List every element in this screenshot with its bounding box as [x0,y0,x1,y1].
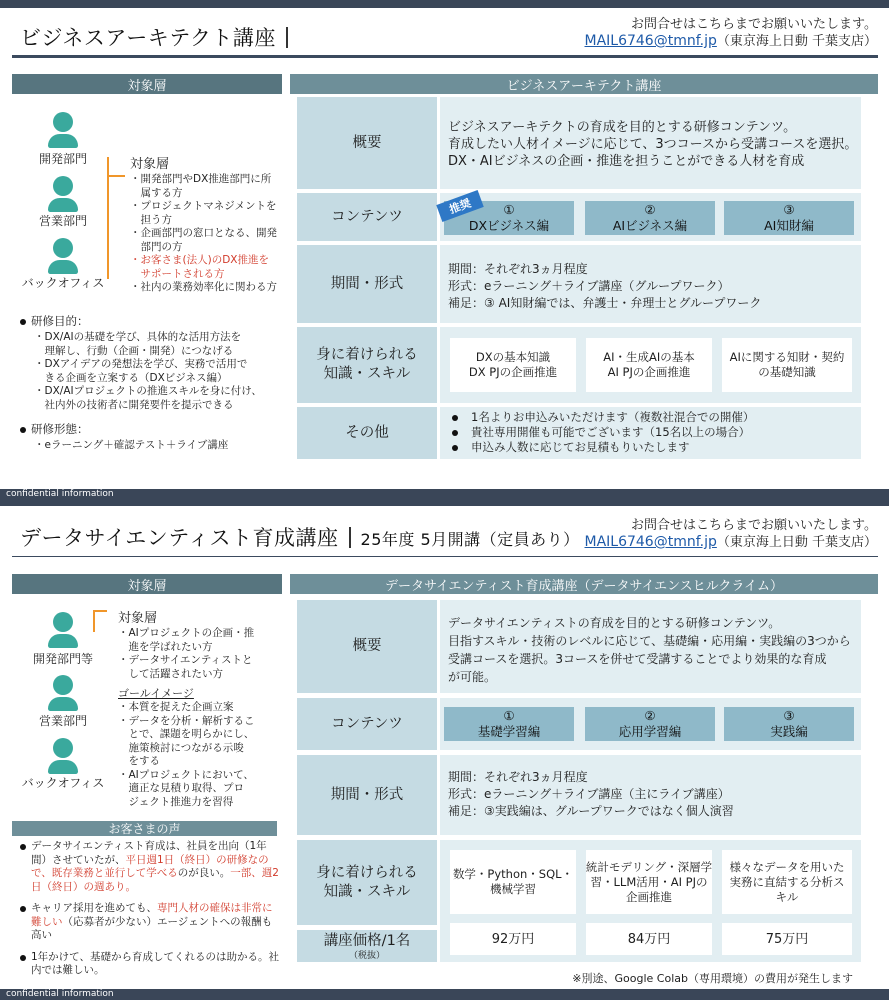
contact-org: （東京海上日動 千葉支店） [716,535,877,550]
left-header: 対象層 [12,74,282,94]
form-title: 研修形態： [31,422,89,436]
voice-fragment: 平日週1日（終日）の研修なので、既存業務と並行して学べる [31,853,269,879]
person-label: バックオフィス [21,776,105,790]
row-label-price [297,930,437,962]
right-header: ビジネスアーキテクト講座 [290,74,878,94]
course-table [297,97,861,459]
voice-fragment: のが良い。 [177,867,231,879]
course-num: ② [644,708,656,723]
period-text [440,755,861,835]
goal-list [118,701,288,809]
target-block [130,156,290,295]
form-list [20,439,285,453]
voice-text [31,951,282,978]
text-line: DX・AIビジネスの企画・推進を担うことができる人材を育成 [448,154,805,169]
voice-fragment: 一部、週2日（終日）の週あり。 [31,867,279,893]
person-icon [38,612,88,648]
course-name: 実践編 [770,724,808,739]
purpose-item: ・DX/AIプロジェクトの推進スキルを身に付け、 社内外の技術者に開発要件を提示できる [34,385,262,411]
course-num: ① [503,708,515,723]
person-label: バックオフィス [21,276,105,290]
row-label-period: 期間・形式 [297,755,437,835]
contact-info [585,16,878,50]
bracket-tick [107,175,125,177]
voice-fragment: 1年かけて、基礎から育成してくれるのは助かる。社内では難しい。 [31,950,279,976]
contents-cell [440,698,861,750]
page-title-2: データサイエンティスト育成講座 25年度 5月開講（定員あり） [20,526,580,550]
left-header-2: 対象層 [12,574,282,594]
row-label-other: その他 [297,407,437,459]
voice-item [20,902,282,943]
overview-text [440,97,861,189]
target-item: ・社内の業務効率化に関わる方 [130,281,277,293]
course-practice[interactable] [724,707,854,741]
skills-cell [440,327,861,403]
voice-fragment: 専門人材の確保は非常に難しい [31,902,273,928]
price-note: ※別途、Google Colab（専用環境）の費用が発生します [572,972,853,985]
purpose-item: ・DXアイデアの発想法を学び、実務で活用で きる企画を立案する（DXビジネス編） [34,358,248,384]
price-value: 84万円 [586,923,712,955]
target-item: ・AIプロジェクトの企画・推 進を学ばれたい方 [118,627,255,653]
bracket-tick [93,610,107,612]
course-num: ① [503,202,515,217]
form-item: ・eラーニング＋確認テスト＋ライブ講座 [34,439,229,451]
page-title: ビジネスアーキテクト講座 [20,22,288,52]
text-line: 形式：eラーニング＋ライブ講座（グループワーク） [448,279,730,293]
target-title: 対象層 [118,611,158,626]
row-label-overview: 概要 [297,600,437,693]
person-icon [38,738,88,774]
course-num: ③ [783,708,795,723]
goal-item: ・AIプロジェクトにおいて、 適正な見積り取得、プロ ジェクト推進力を習得 [118,768,254,808]
contact-info-2 [585,517,878,551]
row-label-period: 期間・形式 [297,245,437,323]
person-label: 営業部門 [38,714,87,728]
contact-line: お問合せはこちらまでお願いいたします。 [631,518,877,533]
person-label: 営業部門 [38,214,87,228]
bracket-line [93,610,95,632]
voice-fragment: キャリア採用を進めても、 [31,902,157,914]
course-name: 基礎学習編 [477,724,541,739]
course-applied[interactable] [585,707,715,741]
row-label-skills: 身に着けられる 知識・スキル [297,327,437,403]
skill-box: DXの基本知識 DX PJの企画推進 [450,338,576,392]
text-line: データサイエンティストの育成を目的とする研修コンテンツ。 [448,616,781,630]
text-line: が可能。 [448,670,497,684]
title-underline [12,55,878,58]
row-label-skills: 身に着けられる 知識・スキル [297,840,437,925]
purpose-list [20,331,285,412]
voice-list [20,840,282,986]
course-name: AIビジネス編 [612,218,688,233]
target-item: ・企画部門の窓口となる、開発 部門の方 [130,227,277,253]
voice-text [31,902,282,943]
text-line: ビジネスアーキテクトの育成を目的とする研修コンテンツ。 [448,120,797,135]
goal-item: ・本質を捉えた企画立案 [118,701,234,713]
text-line: 形式：eラーニング＋ライブ講座（主にライブ講座） [448,787,730,801]
bullet-icon [20,955,26,961]
text-line: 目指すスキル・技術のレベルに応じて、基礎編・応用編・実践編の3つから [448,634,851,648]
email-link[interactable]: MAIL6746@tmnf.jp [584,534,717,550]
row-label-overview: 概要 [297,97,437,189]
voice-item [20,951,282,978]
voice-text [31,840,282,894]
other-item: 1名よりお申込みいただけます（複数社混合での開催） [471,410,755,424]
row-label-contents: コンテンツ [297,193,437,241]
person-label: 開発部門等 [32,652,93,666]
period-text [440,245,861,323]
overview-text [440,600,861,693]
footer: confidential information [0,489,889,500]
skill-box: AIに関する知財・契約 の基礎知識 [722,338,852,392]
target-list [118,627,288,681]
target-list [130,173,290,295]
section-divider [0,500,889,506]
footer-2: confidential information [0,989,889,1000]
text-line: 期間：それぞれ3ヵ月程度 [448,770,588,784]
skill-box: 統計モデリング・深層学 習・LLM活用・AI PJの 企画推進 [586,850,712,914]
course-name: AI知財編 [764,218,814,233]
text-line: 補足：③実践編は、グループワークではなく個人演習 [448,804,734,818]
person-label: 開発部門 [38,152,87,166]
course-basic[interactable] [444,707,574,741]
title-underline-2 [12,556,878,557]
other-item: 貴社専用開催も可能でございます（15名以上の場合） [471,425,751,439]
goal-title: ゴールイメージ [118,687,194,700]
price-value: 75万円 [722,923,852,955]
person-icon [38,176,88,212]
target-item: ・プロジェクトマネジメントを 担う方 [130,200,277,226]
contact-org: （東京海上日動 千葉支店） [716,34,877,49]
person-icon [38,675,88,711]
text-line: 補足：③ AI知財編では、弁護士・弁理士とグループワーク [448,296,762,310]
right-header-2: データサイエンティスト育成講座（データサイエンスヒルクライム） [290,574,878,594]
person-icon [38,238,88,274]
skill-box: AI・生成AIの基本 AI PJの企画推進 [586,338,712,392]
price-sublabel: （税抜） [348,950,385,961]
course-ai-business[interactable] [585,201,715,235]
skill-box: 様々なデータを用いた 実務に直結する分析ス キル [722,850,852,914]
target-item: ・開発部門やDX推進部門に所 属する方 [130,173,272,199]
course-table-2 [297,600,861,970]
other-item: 申込み人数に応じてお見積もりいたします [471,440,690,454]
skill-box: 数学・Python・SQL・ 機械学習 [450,850,576,914]
other-list [440,407,861,459]
course-num: ② [644,202,656,217]
purpose-item: ・DX/AIの基礎を学び、具体的な活用方法を 理解し、行動（企画・開発）につなげる [34,331,242,357]
text-line: 期間：それぞれ3ヵ月程度 [448,262,588,276]
goal-item: ・データを分析・解析するこ とで、課題を明らかにし、 施策検討につながる示唆 をする [118,714,255,767]
voice-header: お客さまの声 [12,821,277,836]
course-ai-ip[interactable] [724,201,854,235]
contents-cell [440,193,861,241]
target-block-2 [118,610,288,809]
price-cell [440,915,861,962]
skills-cell [440,840,861,925]
price-label: 講座価格/1名 [323,932,411,949]
voice-fragment: データサイエンティスト育成は、社員を出向（1年間）させていたが、 [31,840,267,866]
course-name: 応用学習編 [618,724,682,739]
top-bar [0,0,889,8]
voice-fragment: （応募者が少ない）エージェントへの報酬も高い [31,915,273,941]
target-item: ・お客さま(法人)のDX推進を サポートされる方 [130,254,269,280]
bullet-icon [20,844,26,850]
bullet-icon [20,906,26,912]
email-link[interactable]: MAIL6746@tmnf.jp [584,33,717,49]
recommend-badge: 推奨 [436,190,484,222]
target-title: 対象層 [130,157,170,172]
price-value: 92万円 [450,923,576,955]
text-line: 育成したい人材イメージに応じて、3つコースから受講コースを選択。 [448,137,858,152]
text-line: 受講コースを選択。3コースを併せて受講することでより効果的な育成 [448,652,827,666]
purpose-block [20,314,285,453]
course-num: ③ [783,202,795,217]
contact-line: お問合せはこちらまでお願いいたします。 [631,17,877,32]
course-name: DXビジネス編 [468,218,550,233]
target-item: ・データサイエンティストと して活躍されたい方 [118,654,253,680]
person-icon [38,112,88,148]
row-label-contents: コンテンツ [297,698,437,750]
voice-item [20,840,282,894]
purpose-title: 研修目的： [31,314,89,328]
page-subtitle: 25年度 5月開講（定員あり） [360,530,580,549]
